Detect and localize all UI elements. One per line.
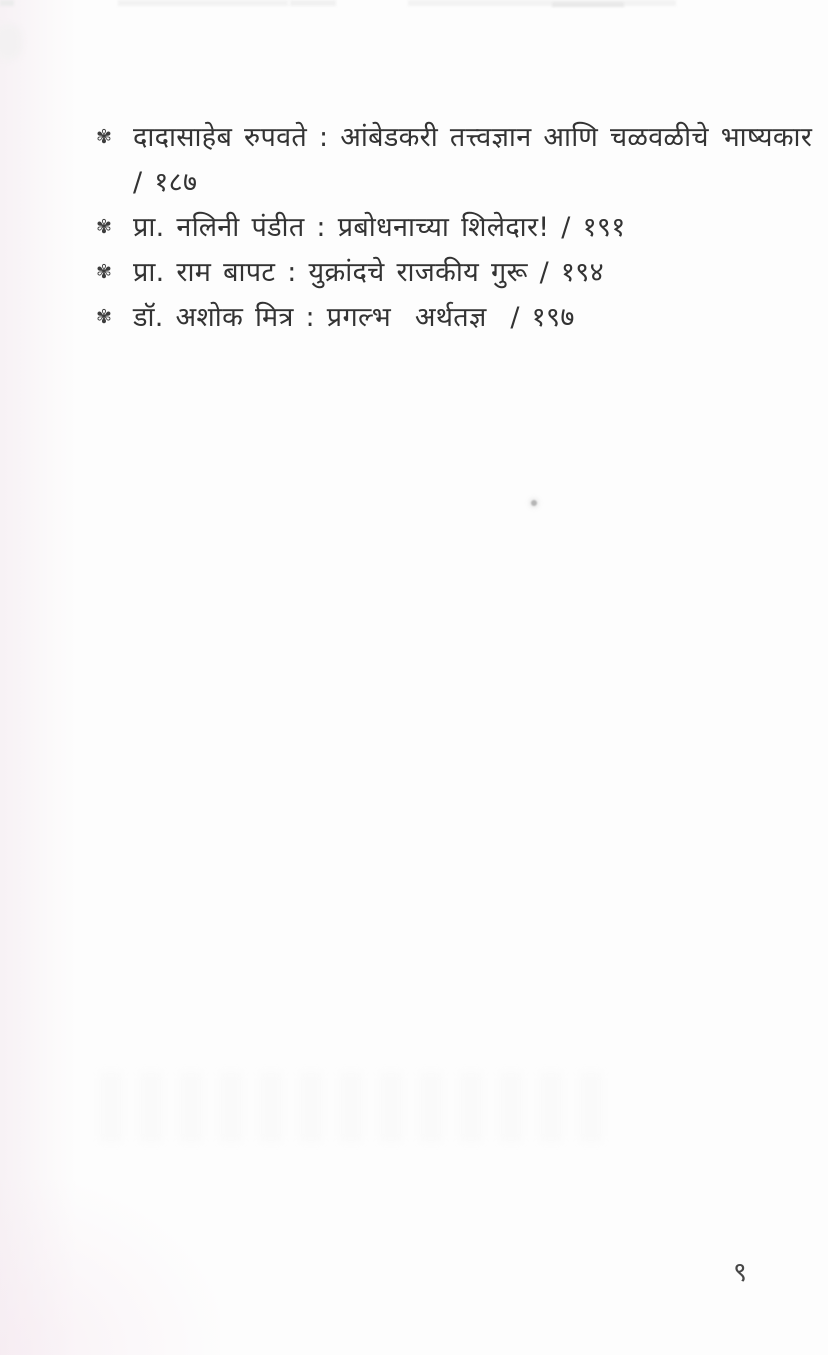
scan-artifact-top-strip — [118, 0, 288, 6]
page-number: ९ — [733, 1257, 748, 1288]
toc-entry-text: दादासाहेब रुपवते : आंबेडकरी तत्त्वज्ञान आणि चळवळीचे भाष्यकार — [133, 122, 813, 153]
toc-entry-page-ref: / १८७ — [133, 167, 198, 198]
scan-artifact-top-strip — [290, 0, 336, 6]
toc-list — [96, 115, 813, 340]
toc-item — [96, 295, 776, 340]
scan-shade-bottom-left — [0, 1180, 220, 1355]
scan-artifact-corner-blob — [0, 24, 22, 60]
toc-entry-text: प्रा. नलिनी पंडीत : प्रबोधनाच्या शिलेदार! / १९१ — [133, 212, 626, 243]
florette-bullet-icon: ✾ — [96, 261, 112, 283]
florette-bullet-icon: ✾ — [96, 216, 112, 238]
scan-artifact-top-strip — [408, 0, 676, 6]
scan-showthrough-texture — [100, 1072, 620, 1142]
scan-artifact-top-strip — [552, 2, 624, 7]
florette-bullet-icon: ✾ — [96, 126, 112, 148]
toc-entry-text: प्रा. राम बापट : युक्रांदचे राजकीय गुरू / १९४ — [133, 257, 604, 288]
scan-shade-left — [0, 0, 90, 1355]
toc-item — [96, 250, 776, 295]
scan-speck — [531, 500, 537, 506]
toc-item — [96, 205, 776, 250]
florette-bullet-icon: ✾ — [96, 306, 112, 328]
scan-artifact-top-strip — [0, 0, 14, 6]
toc-entry-text: डॉ. अशोक मित्र : प्रगल्भ अर्थतज्ञ / १९७ — [133, 302, 575, 333]
toc-item — [96, 115, 813, 205]
